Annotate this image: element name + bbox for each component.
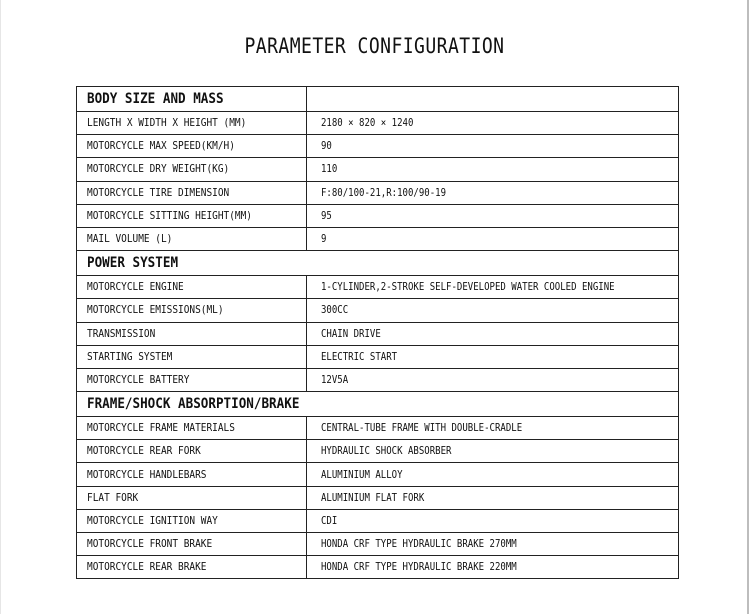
- row-label: MOTORCYCLE REAR FORK: [77, 440, 307, 463]
- row-label: MOTORCYCLE FRAME MATERIALS: [77, 417, 307, 440]
- table-row: [77, 509, 679, 532]
- row-label: MOTORCYCLE FRONT BRAKE: [77, 533, 307, 556]
- table-row: [77, 135, 679, 158]
- row-value: CENTRAL-TUBE FRAME WITH DOUBLE-CRADLE: [307, 417, 679, 440]
- row-value: 2180 × 820 × 1240: [307, 112, 679, 135]
- table-row: [77, 227, 679, 250]
- row-value: 9: [307, 227, 679, 250]
- row-value: F:80/100-21,R:100/90-19: [307, 181, 679, 204]
- section-empty-cell: [307, 251, 679, 276]
- row-label: MOTORCYCLE TIRE DIMENSION: [77, 181, 307, 204]
- table-row: [77, 533, 679, 556]
- table-row: [77, 417, 679, 440]
- section-header-power-system: [77, 251, 679, 276]
- row-value: 1-CYLINDER,2-STROKE SELF-DEVELOPED WATER COOLED ENGINE: [307, 276, 679, 299]
- row-value: ALUMINIUM FLAT FORK: [307, 486, 679, 509]
- row-label: LENGTH X WIDTH X HEIGHT (MM): [77, 112, 307, 135]
- table-row: [77, 204, 679, 227]
- row-value: 90: [307, 135, 679, 158]
- row-value: 110: [307, 158, 679, 181]
- row-label: STARTING SYSTEM: [77, 345, 307, 368]
- row-value: 300CC: [307, 299, 679, 322]
- table-row: [77, 276, 679, 299]
- row-label: MOTORCYCLE IGNITION WAY: [77, 509, 307, 532]
- row-label: MOTORCYCLE ENGINE: [77, 276, 307, 299]
- table-row: [77, 181, 679, 204]
- row-value: HONDA CRF TYPE HYDRAULIC BRAKE 220MM: [307, 556, 679, 579]
- table-row: [77, 556, 679, 579]
- row-label: MOTORCYCLE BATTERY: [77, 368, 307, 391]
- row-label: MAIL VOLUME (L): [77, 227, 307, 250]
- row-label: MOTORCYCLE HANDLEBARS: [77, 463, 307, 486]
- row-value: ALUMINIUM ALLOY: [307, 463, 679, 486]
- section-header-body-size: [77, 87, 679, 112]
- row-value: CHAIN DRIVE: [307, 322, 679, 345]
- row-value: ELECTRIC START: [307, 345, 679, 368]
- table-row: [77, 440, 679, 463]
- row-value: HONDA CRF TYPE HYDRAULIC BRAKE 270MM: [307, 533, 679, 556]
- page-edge-left: [0, 0, 1, 614]
- row-label: MOTORCYCLE SITTING HEIGHT(MM): [77, 204, 307, 227]
- table-row: [77, 112, 679, 135]
- row-label: MOTORCYCLE REAR BRAKE: [77, 556, 307, 579]
- table-row: [77, 299, 679, 322]
- table-row: [77, 158, 679, 181]
- row-label: MOTORCYCLE MAX SPEED(KM/H): [77, 135, 307, 158]
- table-row: [77, 486, 679, 509]
- table-row: [77, 345, 679, 368]
- row-label: MOTORCYCLE EMISSIONS(ML): [77, 299, 307, 322]
- section-heading: BODY SIZE AND MASS: [77, 87, 307, 112]
- row-value: HYDRAULIC SHOCK ABSORBER: [307, 440, 679, 463]
- section-empty-cell: [307, 392, 679, 417]
- table-row: [77, 368, 679, 391]
- row-value: 95: [307, 204, 679, 227]
- table-row: [77, 463, 679, 486]
- row-label: MOTORCYCLE DRY WEIGHT(KG): [77, 158, 307, 181]
- section-header-frame-brake: [77, 392, 679, 417]
- table-row: [77, 322, 679, 345]
- row-label: TRANSMISSION: [77, 322, 307, 345]
- spec-table: [76, 86, 679, 579]
- row-label: FLAT FORK: [77, 486, 307, 509]
- section-heading: FRAME/SHOCK ABSORPTION/BRAKE: [77, 392, 307, 417]
- row-value: CDI: [307, 509, 679, 532]
- section-empty-cell: [307, 87, 679, 112]
- page-title: PARAMETER CONFIGURATION: [244, 34, 505, 58]
- section-heading: POWER SYSTEM: [77, 251, 307, 276]
- row-value: 12V5A: [307, 368, 679, 391]
